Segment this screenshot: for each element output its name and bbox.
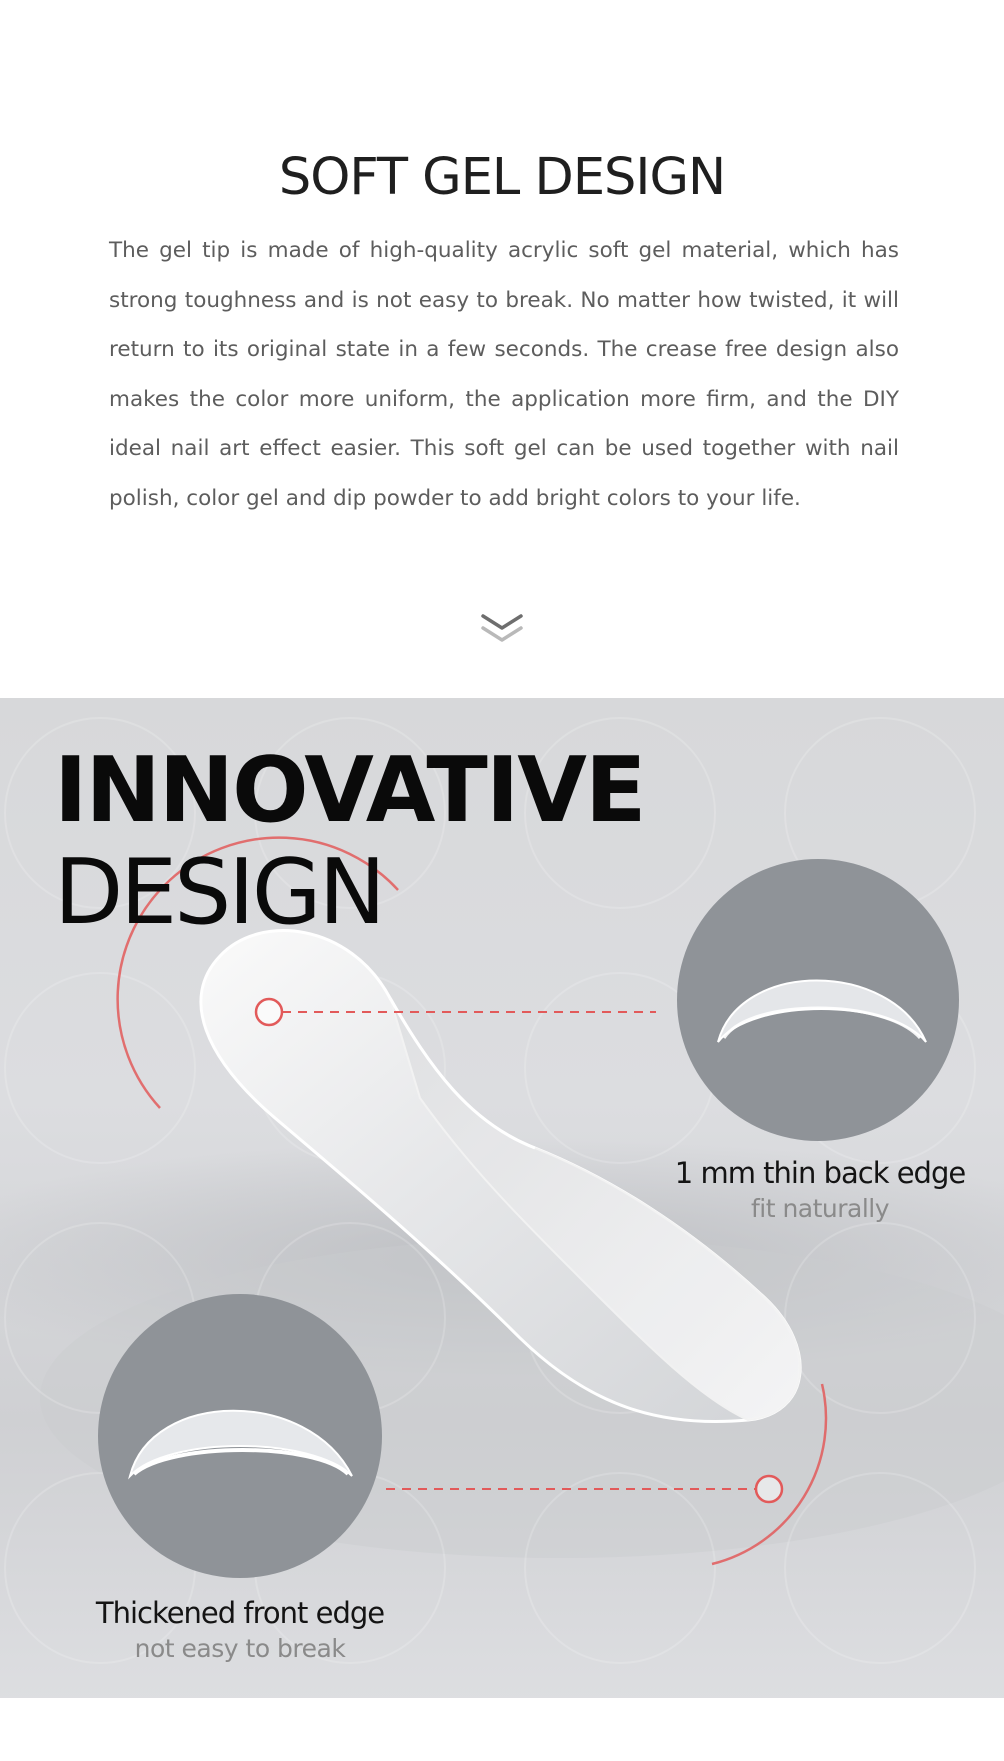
double-chevron-down-icon — [480, 612, 524, 650]
back-edge-marker — [256, 999, 282, 1025]
front-edge-marker — [756, 1476, 782, 1502]
innovative-design-panel — [0, 698, 1004, 1702]
front-edge-callout — [80, 1596, 400, 1666]
innovative-heading: INNOVATIVE — [54, 738, 645, 843]
design-heading: DESIGN — [54, 840, 383, 945]
front-edge-zoom — [98, 1294, 382, 1578]
front-edge-label: Thickened front edge — [95, 1596, 385, 1630]
panel-bottom-border — [0, 1698, 1004, 1702]
section-title: SOFT GEL DESIGN — [278, 148, 726, 208]
back-edge-label: 1 mm thin back edge — [674, 1156, 966, 1190]
back-edge-zoom — [677, 859, 959, 1141]
front-edge-sublabel: not easy to break — [134, 1633, 346, 1663]
section-description: The gel tip is made of high-quality acrylic soft gel material, which has strong toughness and is not easy to break. No matter how twisted, it will return to its original state in a few seconds. The crease free design also makes the color more uniform, the application more firm, and the DIY ideal nail art effect easier. This soft gel can be used together with nail polish, color gel and dip powder to add bright colors to your life. — [109, 238, 899, 511]
back-edge-sublabel: fit naturally — [750, 1193, 890, 1223]
soft-gel-section — [0, 0, 1004, 698]
back-edge-callout — [650, 1156, 990, 1226]
